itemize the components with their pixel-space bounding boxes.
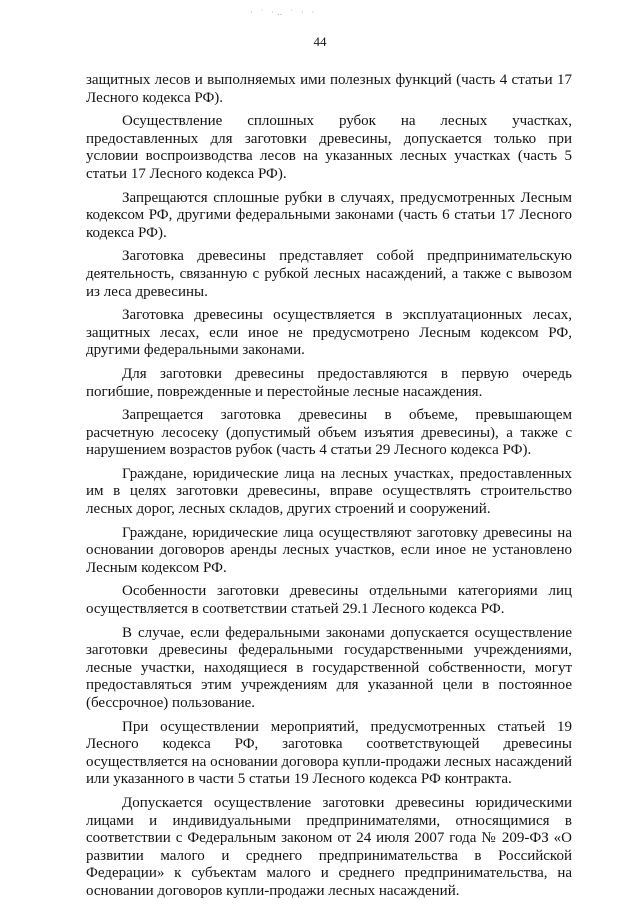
paragraph: Допускается осуществление заготовки древесины юридическими лицами и индивидуальными предпринимателями, относящимися в соответствии с Федеральным законом от 24 июля 2007 года № 209-ФЗ «О развитии малого и среднего предпринимательства в Российской Федерации» к субъектам малого и среднего предпринимательства, на основании договоров купли-продажи лесных насаждений. bbox=[86, 794, 572, 899]
paragraph: защитных лесов и выполняемых ими полезных функций (часть 4 статьи 17 Лесного кодекса РФ). bbox=[86, 72, 572, 106]
paragraph: Для заготовки древесины предоставляются в первую очередь погибшие, поврежденные и перестойные лесные насаждения. bbox=[86, 365, 572, 400]
paragraph: Запрещается заготовка древесины в объеме, превышающем расчетную лесосеку (допустимый объем изъятия древесины), а также с нарушением возрастов рубок (часть 4 статьи 29 Лесного кодекса РФ). bbox=[86, 407, 572, 459]
body-text bbox=[86, 72, 572, 907]
paragraph: Заготовка древесины представляет собой предпринимательскую деятельность, связанную с рубкой лесных насаждений, а также с вывозом из леса древесины. bbox=[86, 248, 572, 300]
paragraph: Осуществление сплошных рубок на лесных участках, предоставленных для заготовки древесины, допускается только при условии воспроизводства лесов на указанных лесных участках (часть 5 статьи 17 Лесного кодекса РФ). bbox=[86, 113, 572, 182]
paragraph: Граждане, юридические лица осуществляют заготовку древесины на основании договоров аренды лесных участков, если иное не установлено Лесным кодексом РФ. bbox=[86, 524, 572, 576]
paragraph: Граждане, юридические лица на лесных участках, предоставленных им в целях заготовки древесины, вправе осуществлять строительство лесных дорог, лесных складов, других строений и сооружений. bbox=[86, 465, 572, 518]
paragraph: Заготовка древесины осуществляется в эксплуатационных лесах, защитных лесах, если иное не предусмотрено Лесным кодексом РФ, другими федеральными законами. bbox=[86, 307, 572, 359]
paragraph: Запрещаются сплошные рубки в случаях, предусмотренных Лесным кодексом РФ, другими федеральными законами (часть 6 статьи 17 Лесного кодекса РФ). bbox=[86, 189, 572, 241]
page-number: 44 bbox=[313, 34, 327, 49]
paragraph: Особенности заготовки древесины отдельными категориями лиц осуществляется в соответствии статьей 29.1 Лесного кодекса РФ. bbox=[86, 583, 572, 618]
paragraph: В случае, если федеральными законами допускается осуществление заготовки древесины федеральными государственными учреждениями, лесные участки, находящиеся в государственной собственности, могут предоставляться этим учреждениям для указанной цели в постоянное (бессрочное) пользование. bbox=[86, 624, 572, 711]
paragraph: При осуществлении мероприятий, предусмотренных статьей 19 Лесного кодекса РФ, заготовка соответствующей древесины осуществляется на основании договора купли-продажи лесных насаждений или указанного в части 5 статьи 19 Лесного кодекса РФ контракта. bbox=[86, 718, 572, 788]
scan-specks: · ˙ ·‥ ˙ · · bbox=[250, 8, 318, 17]
